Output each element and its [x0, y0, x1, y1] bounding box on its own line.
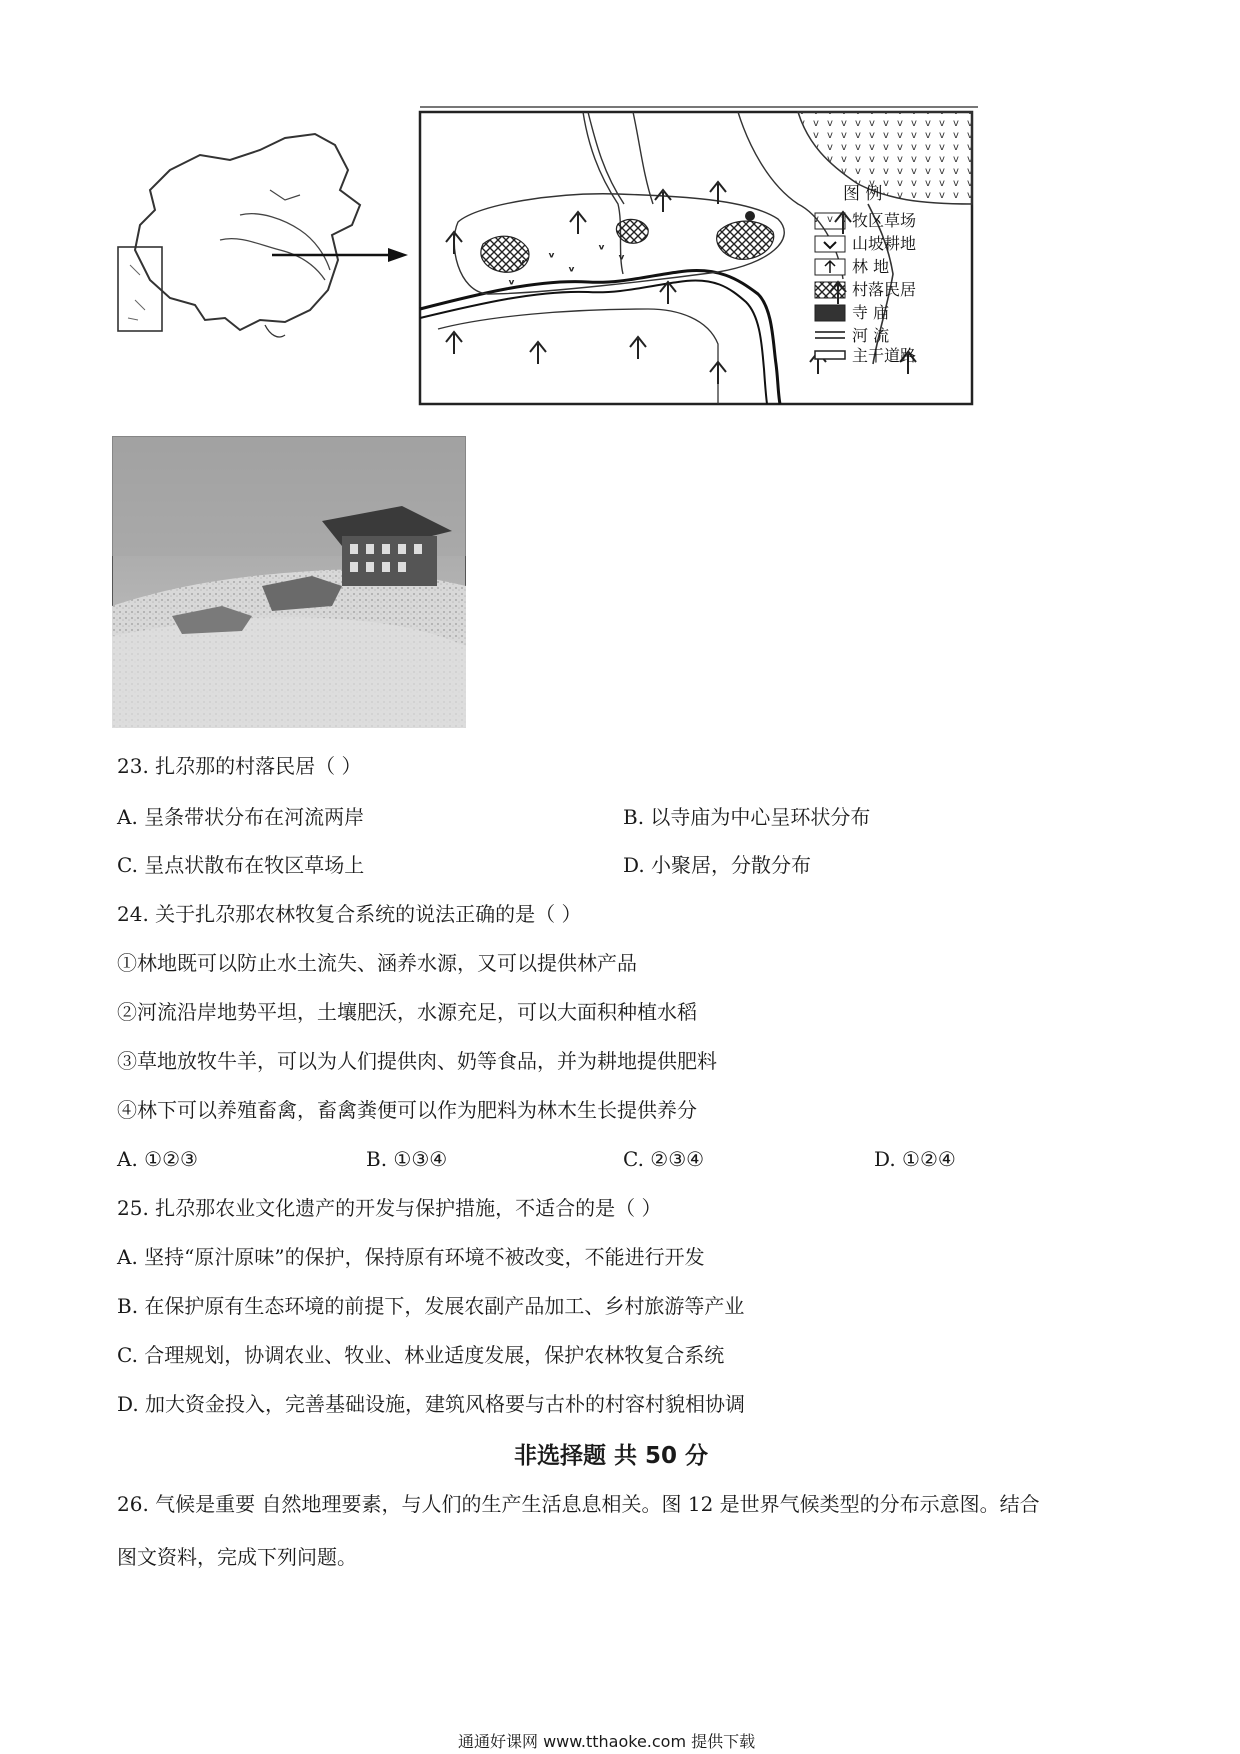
legend-label: 林 地 — [852, 257, 890, 276]
land-use-map — [418, 104, 978, 408]
svg-text:ᵛ: ᵛ — [508, 277, 516, 293]
q24-option-c[interactable]: C. ②③④ — [623, 1147, 705, 1171]
farmland-v-icon — [815, 236, 845, 252]
q24-statement-3: ③草地放牧牛羊，可以为人们提供肉、奶等食品，并为耕地提供肥料 — [117, 1049, 717, 1073]
q25-stem: 25. 扎尕那农业文化遗产的开发与保护措施，不适合的是（ ） — [117, 1196, 662, 1220]
svg-text:ᵛ: ᵛ — [618, 252, 626, 268]
legend-label: 主干道路 — [852, 346, 917, 365]
footer-text: 通通好课网 www.tthaoke.com 提供下载 — [458, 1732, 756, 1751]
section-heading: 非选择题 共 50 分 — [514, 1443, 709, 1469]
svg-text:ᵛ: ᵛ — [548, 250, 556, 266]
q23-option-b[interactable]: B. 以寺庙为中心呈环状分布 — [623, 805, 871, 829]
q23-option-c[interactable]: C. 呈点状散布在牧区草场上 — [117, 853, 365, 877]
q25-option-d[interactable]: D. 加大资金投入，完善基础设施，建筑风格要与古朴的村容村貌相协调 — [117, 1392, 746, 1416]
q23-option-a[interactable]: A. 呈条带状分布在河流两岸 — [117, 805, 365, 829]
legend-label: 村落民居 — [852, 280, 917, 299]
village-photo — [112, 436, 466, 728]
grassland-dots-icon — [815, 213, 845, 229]
q24-statement-2: ②河流沿岸地势平坦，土壤肥沃，水源充足，可以大面积种植水稻 — [117, 1000, 697, 1024]
q24-option-a[interactable]: A. ①②③ — [117, 1147, 198, 1171]
china-locator-map — [110, 130, 380, 350]
svg-text:ᵛ: ᵛ — [568, 264, 576, 280]
q23-stem: 23. 扎尕那的村落民居（ ） — [117, 754, 362, 778]
q24-option-b[interactable]: B. ①③④ — [366, 1147, 448, 1171]
legend-label: 牧区草场 — [852, 211, 917, 230]
legend-label: 河 流 — [852, 326, 890, 345]
road-icon — [815, 351, 845, 359]
legend-label: 山坡耕地 — [852, 234, 917, 253]
q25-option-b[interactable]: B. 在保护原有生态环境的前提下，发展农副产品加工、乡村旅游等产业 — [117, 1294, 745, 1318]
pointer-arrow-icon — [270, 245, 410, 265]
q24-statement-4: ④林下可以养殖畜禽，畜禽粪便可以作为肥料为林木生长提供养分 — [117, 1098, 697, 1122]
q26-line-1: 26. 气候是重要 自然地理要素，与人们的生产生活息息相关。图 12 是世界气候类型的分布示意图。结合 — [117, 1492, 1040, 1516]
q23-option-d[interactable]: D. 小聚居，分散分布 — [623, 853, 812, 877]
q26-line-2: 图文资料，完成下列问题。 — [117, 1545, 357, 1569]
q24-statement-1: ①林地既可以防止水土流失、涵养水源，又可以提供林产品 — [117, 951, 637, 975]
legend-title: 图 例 — [843, 184, 883, 204]
q24-stem: 24. 关于扎尕那农林牧复合系统的说法正确的是（ ） — [117, 902, 582, 926]
q25-option-a[interactable]: A. 坚持“原汁原味”的保护，保持原有环境不被改变，不能进行开发 — [117, 1245, 705, 1269]
q24-option-d[interactable]: D. ①②④ — [874, 1147, 956, 1171]
q25-option-c[interactable]: C. 合理规划，协调农业、牧业、林业适度发展，保护农林牧复合系统 — [117, 1343, 725, 1367]
temple-dense-icon — [815, 305, 845, 321]
village-crosshatch-icon — [815, 282, 845, 298]
svg-text:ᵛ: ᵛ — [598, 242, 606, 258]
svg-text:ᵛ: ᵛ — [518, 257, 526, 273]
legend-label: 寺 庙 — [852, 303, 890, 322]
